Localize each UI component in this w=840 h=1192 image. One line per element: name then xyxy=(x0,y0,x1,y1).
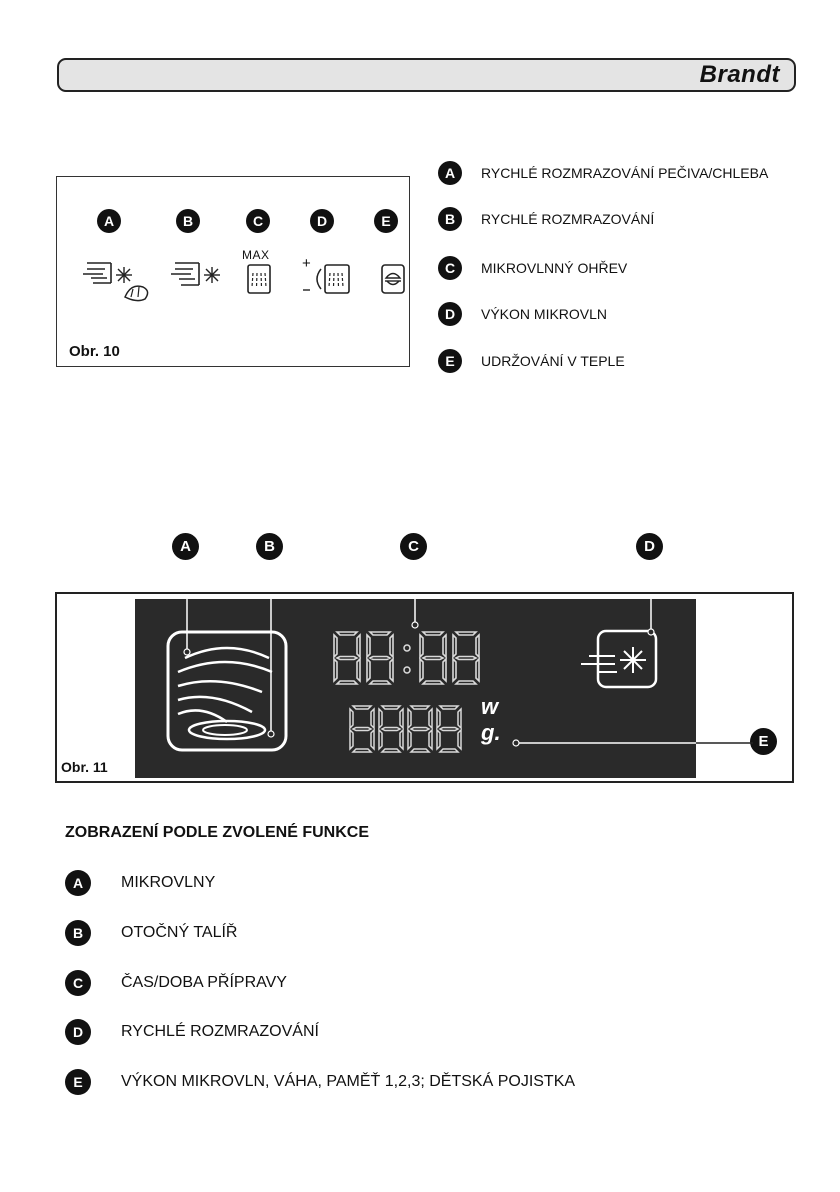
unit-w-label: w xyxy=(481,694,499,719)
legend-text-c: MIKROVLNNÝ OHŘEV xyxy=(481,260,628,276)
desc-text-a: MIKROVLNY xyxy=(121,874,216,891)
figure-11 xyxy=(55,592,794,783)
desc-badge-b: B xyxy=(65,920,91,946)
unit-g-label: g. xyxy=(481,720,501,745)
plus-sign: + xyxy=(302,255,311,272)
microwave-power-icon xyxy=(301,263,353,295)
bread-defrost-icon xyxy=(81,259,153,305)
legend-text-d: VÝKON MIKROVLN xyxy=(481,306,608,322)
defrost-icon xyxy=(167,259,223,293)
legend-badge-b: B xyxy=(438,207,462,231)
figure-10 xyxy=(56,176,410,367)
desc-badge-c: C xyxy=(65,970,91,996)
section-title: ZOBRAZENÍ PODLE ZVOLENÉ FUNKCE xyxy=(65,824,370,841)
fig10-badge-d: D xyxy=(310,209,334,233)
keep-warm-icon xyxy=(380,263,406,295)
desc-text-b: OTOČNÝ TALÍŘ xyxy=(121,924,238,941)
fig11-callout-a: A xyxy=(172,533,199,560)
legend-badge-a: A xyxy=(438,161,462,185)
legend-badge-d: D xyxy=(438,302,462,326)
fig11-callout-e: E xyxy=(750,728,777,755)
max-label: MAX xyxy=(242,248,270,262)
desc-text-c: ČAS/DOBA PŘÍPRAVY xyxy=(121,974,287,991)
legend-text-b: RYCHLÉ ROZMRAZOVÁNÍ xyxy=(481,211,655,227)
legend-badge-e: E xyxy=(438,349,462,373)
fig10-badge-a: A xyxy=(97,209,121,233)
legend-text-a: RYCHLÉ ROZMRAZOVÁNÍ PEČIVA/CHLEBA xyxy=(481,165,769,181)
fig10-badge-b: B xyxy=(176,209,200,233)
figure-11-label: Obr. 11 xyxy=(61,759,108,775)
legend-badge-c: C xyxy=(438,256,462,280)
desc-badge-d: D xyxy=(65,1019,91,1045)
fig10-badge-c: C xyxy=(246,209,270,233)
desc-text-e: VÝKON MIKROVLN, VÁHA, PAMĚŤ 1,2,3; DĚTSKÁ POJISTKA xyxy=(121,1073,576,1090)
brand-logo: Brandt xyxy=(699,61,780,88)
fig11-callout-b: B xyxy=(256,533,283,560)
microwave-max-icon xyxy=(246,263,272,295)
fig10-badge-e: E xyxy=(374,209,398,233)
desc-badge-a: A xyxy=(65,870,91,896)
legend-text-e: UDRŽOVÁNÍ V TEPLE xyxy=(481,353,625,369)
desc-badge-e: E xyxy=(65,1069,91,1095)
fig11-callout-d: D xyxy=(636,533,663,560)
desc-text-d: RYCHLÉ ROZMRAZOVÁNÍ xyxy=(121,1023,319,1040)
figure-10-label: Obr. 10 xyxy=(69,343,120,360)
fig11-callout-c: C xyxy=(400,533,427,560)
lcd-segments xyxy=(57,594,792,781)
header-bar xyxy=(57,58,796,92)
